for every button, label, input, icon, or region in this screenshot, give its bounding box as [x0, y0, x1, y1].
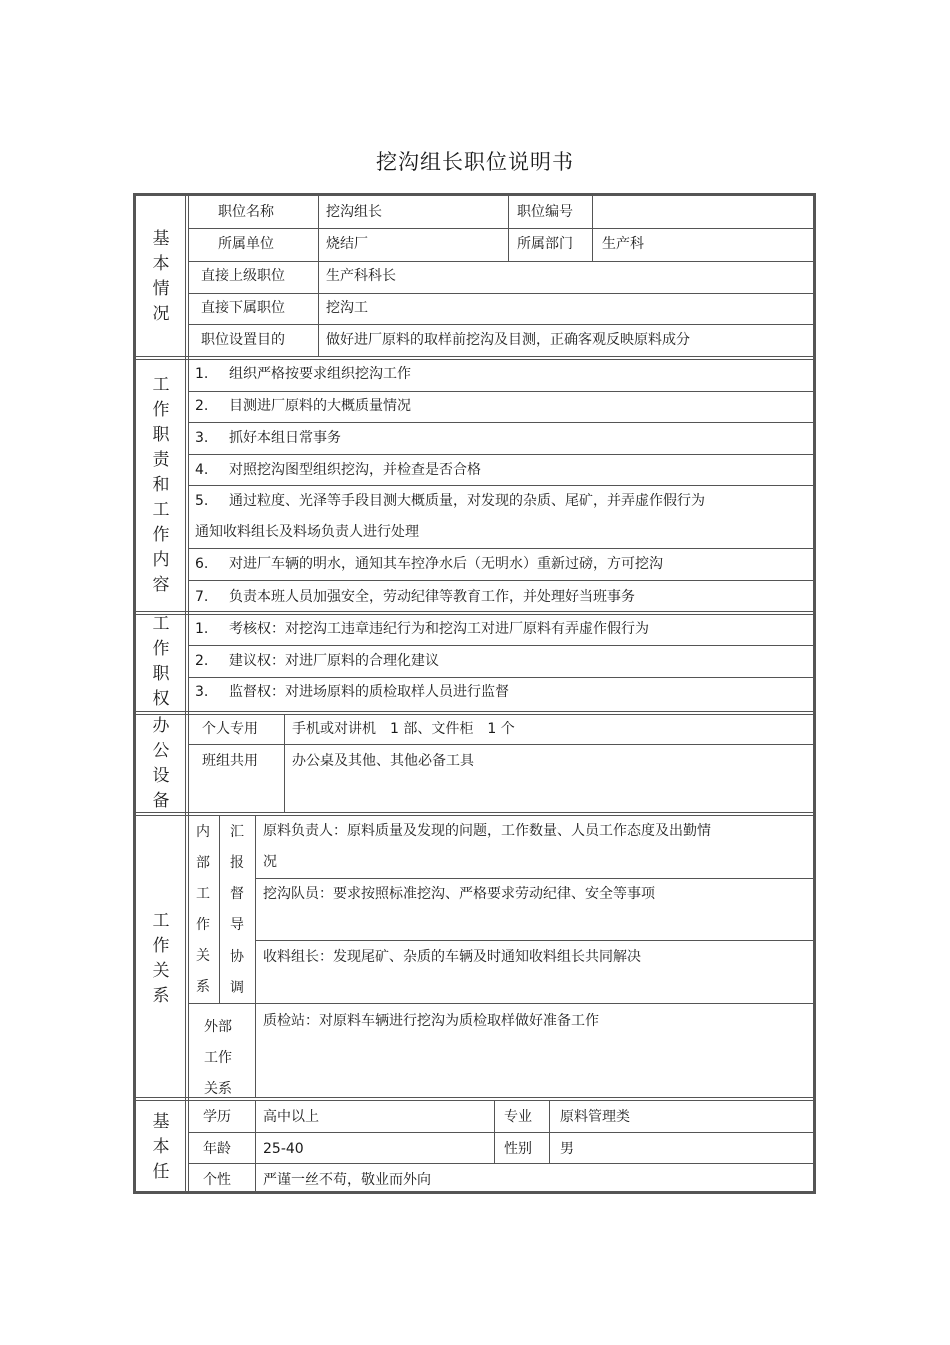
- age-label: 年龄: [203, 1141, 231, 1157]
- gender-value: 男: [560, 1141, 574, 1157]
- equipment-shared-label: 班组共用: [202, 753, 258, 769]
- duty-num: 5.: [195, 493, 209, 509]
- external-relations-label: 外部 工作 关系: [204, 1019, 232, 1097]
- equipment-shared-value: 办公桌及其他、其他必备工具: [292, 753, 474, 769]
- major-label: 专业: [504, 1109, 532, 1125]
- duty-num: 2.: [195, 398, 209, 414]
- duty-item: 目测进厂原料的大概质量情况: [229, 398, 411, 414]
- duty-item-continued: 通知收料组长及料场负责人进行处理: [195, 524, 419, 540]
- external-text: 质检站：对原料车辆进行挖沟为质检取样做好准备工作: [263, 1013, 599, 1029]
- duty-item: 负责本班人员加强安全，劳动纪律等教育工作，并处理好当班事务: [229, 589, 635, 605]
- education-label: 学历: [203, 1109, 231, 1125]
- section-relations-label: 工 作 关 系: [152, 911, 170, 1006]
- subordinate-label: 直接下属职位: [201, 300, 285, 316]
- authority-item: 监督权：对进场原料的质检取样人员进行监督: [229, 684, 509, 700]
- education-value: 高中以上: [263, 1109, 319, 1125]
- section-duties-label: 工 作 职 责 和 工 作 内 容: [152, 375, 170, 595]
- personality-value: 严谨一丝不苟，敬业而外向: [263, 1172, 431, 1188]
- report-label: 汇 报: [230, 824, 244, 871]
- personality-label: 个性: [203, 1172, 231, 1188]
- report-text: 原料负责人：原料质量及发现的问题，工作数量、人员工作态度及出勤情: [263, 823, 711, 839]
- coordinate-text: 收料组长：发现尾矿、杂质的车辆及时通知收料组长共同解决: [263, 949, 641, 965]
- purpose-value: 做好进厂原料的取样前挖沟及目测，正确客观反映原料成分: [326, 332, 690, 348]
- dept-value: 生产科: [602, 236, 644, 252]
- authority-item: 建议权：对进厂原料的合理化建议: [229, 653, 439, 669]
- duty-item: 通过粒度、光泽等手段目测大概质量，对发现的杂质、尾矿，并弄虚作假行为: [229, 493, 705, 509]
- duty-item: 对照挖沟图型组织挖沟，并检查是否合格: [229, 462, 481, 478]
- authority-num: 1.: [195, 621, 209, 637]
- superior-label: 直接上级职位: [201, 268, 285, 284]
- age-value: 25-40: [263, 1141, 304, 1157]
- equipment-personal-label: 个人专用: [202, 721, 258, 737]
- equipment-personal-value: 手机或对讲机 1 部、文件柜 1 个: [292, 721, 515, 737]
- duty-item: 抓好本组日常事务: [229, 430, 341, 446]
- authority-num: 3.: [195, 684, 209, 700]
- supervise-label: 督 导: [230, 886, 244, 933]
- page-title: 挖沟组长职位说明书: [376, 150, 574, 174]
- duty-num: 4.: [195, 462, 209, 478]
- duty-item: 组织严格按要求组织挖沟工作: [229, 366, 411, 382]
- duty-num: 3.: [195, 430, 209, 446]
- position-name-label: 职位名称: [218, 204, 274, 220]
- unit-label: 所属单位: [218, 236, 274, 252]
- authority-num: 2.: [195, 653, 209, 669]
- duty-item: 对进厂车辆的明水，通知其车控净水后（无明水）重新过磅，方可挖沟: [229, 556, 663, 572]
- dept-label: 所属部门: [517, 236, 573, 252]
- section-requirements-label: 基 本 任: [152, 1112, 170, 1182]
- section-basic-info-label: 基 本 情 况: [152, 229, 170, 324]
- duty-num: 6.: [195, 556, 209, 572]
- major-value: 原料管理类: [560, 1109, 630, 1125]
- gender-label: 性别: [504, 1141, 532, 1157]
- section-authority-label: 工 作 职 权: [152, 614, 170, 709]
- purpose-label: 职位设置目的: [201, 332, 285, 348]
- duty-num: 1.: [195, 366, 209, 382]
- position-no-label: 职位编号: [517, 204, 573, 220]
- unit-value: 烧结厂: [326, 236, 368, 252]
- internal-relations-label: 内 部 工 作 关 系: [196, 824, 210, 995]
- report-text-continued: 况: [263, 854, 277, 870]
- supervise-text: 挖沟队员：要求按照标准挖沟、严格要求劳动纪律、安全等事项: [263, 886, 655, 902]
- duty-num: 7.: [195, 589, 209, 605]
- subordinate-value: 挖沟工: [326, 300, 368, 316]
- authority-item: 考核权：对挖沟工违章违纪行为和挖沟工对进厂原料有弄虚作假行为: [229, 621, 649, 637]
- superior-value: 生产科科长: [326, 268, 396, 284]
- coordinate-label: 协 调: [230, 949, 244, 996]
- position-name-value: 挖沟组长: [326, 204, 382, 220]
- section-equipment-label: 办 公 设 备: [152, 716, 170, 811]
